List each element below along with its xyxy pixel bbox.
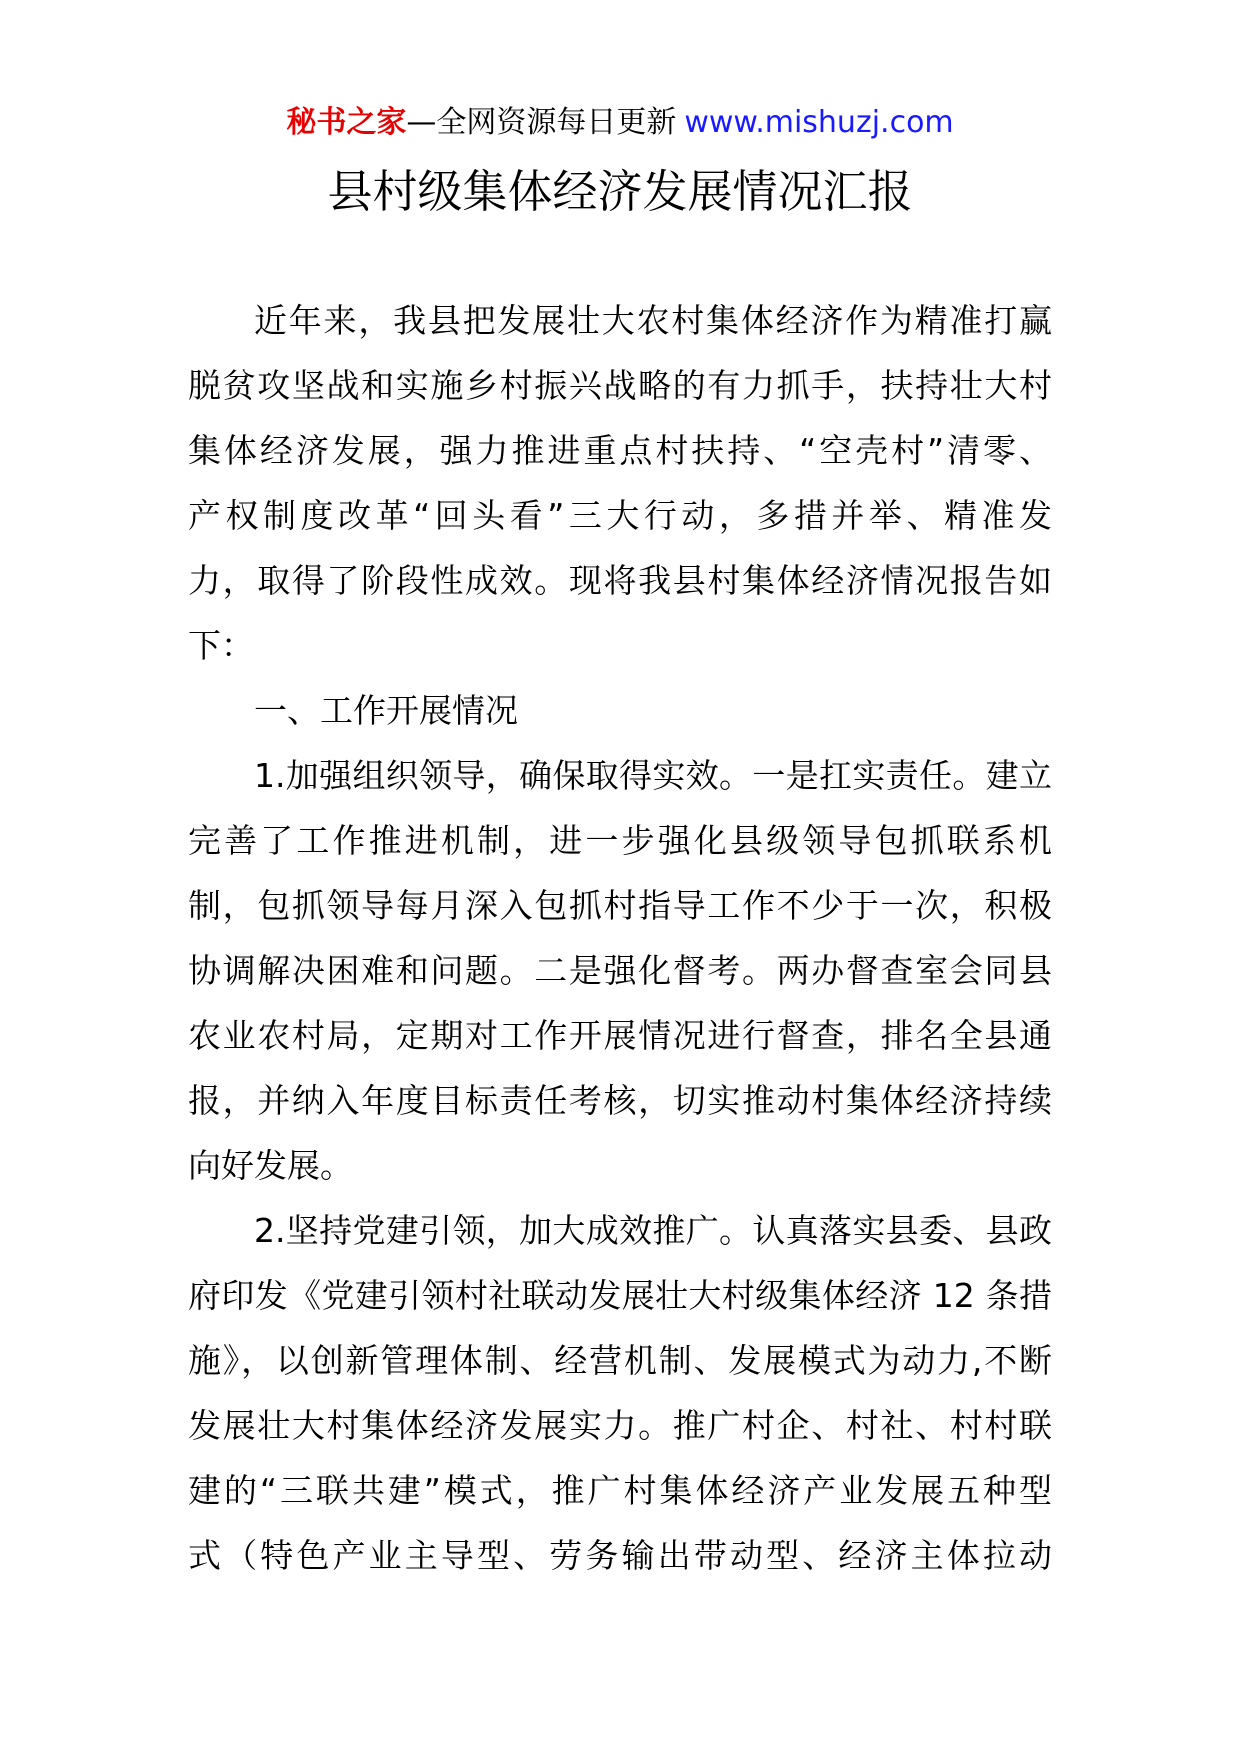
text-line: 力，取得了阶段性成效。现将我县村集体经济情况报告如 — [188, 561, 1052, 600]
text-line: 集体经济发展，强力推进重点村扶持、“空壳村”清零、 — [188, 431, 1052, 470]
site-url-link[interactable]: www.mishuzj.com — [684, 105, 954, 140]
paragraph-item-2 — [188, 1198, 1052, 1588]
section-heading-text: 一、工作开展情况 — [254, 691, 518, 730]
text-line: 农业农村局，定期对工作开展情况进行督查，排名全县通 — [188, 1016, 1052, 1055]
text-line: 发展壮大村集体经济发展实力。推广村企、村社、村村联 — [188, 1406, 1052, 1445]
text-line: 2.坚持党建引领，加大成效推广。认真落实县委、县政 — [254, 1211, 1052, 1250]
text-line: 产权制度改革“回头看”三大行动，多措并举、精准发 — [188, 496, 1052, 535]
text-line: 府印发《党建引领村社联动发展壮大村级集体经济 12 条措 — [188, 1276, 1052, 1315]
site-brand: 秘书之家 — [286, 105, 407, 140]
text-line: 向好发展。 — [188, 1146, 353, 1185]
text-line: 下： — [188, 626, 254, 665]
document-title: 县村级集体经济发展情况汇报 — [327, 165, 913, 218]
paragraph-item-1 — [188, 743, 1052, 1198]
paragraph-intro — [188, 288, 1052, 678]
site-tagline: —全网资源每日更新 — [406, 105, 677, 140]
site-header — [0, 103, 1240, 143]
text-line: 制，包抓领导每月深入包抓村指导工作不少于一次，积极 — [188, 886, 1052, 925]
text-line: 建的“三联共建”模式，推广村集体经济产业发展五种型 — [188, 1471, 1052, 1510]
text-line: 报，并纳入年度目标责任考核，切实推动村集体经济持续 — [188, 1081, 1052, 1120]
text-line: 近年来，我县把发展壮大农村集体经济作为精准打赢 — [254, 301, 1052, 340]
document-body — [188, 288, 1052, 1588]
text-line: 完善了工作推进机制，进一步强化县级领导包抓联系机 — [188, 821, 1052, 860]
text-line: 协调解决困难和问题。二是强化督考。两办督查室会同县 — [188, 951, 1052, 990]
text-line: 1.加强组织领导，确保取得实效。一是扛实责任。建立 — [254, 756, 1052, 795]
text-line: 施》，以创新管理体制、经营机制、发展模式为动力,不断 — [188, 1341, 1052, 1380]
text-line: 式（特色产业主导型、劳务输出带动型、经济主体拉动 — [188, 1536, 1052, 1575]
text-line: 脱贫攻坚战和实施乡村振兴战略的有力抓手，扶持壮大村 — [188, 366, 1052, 405]
section-heading — [188, 678, 1052, 743]
